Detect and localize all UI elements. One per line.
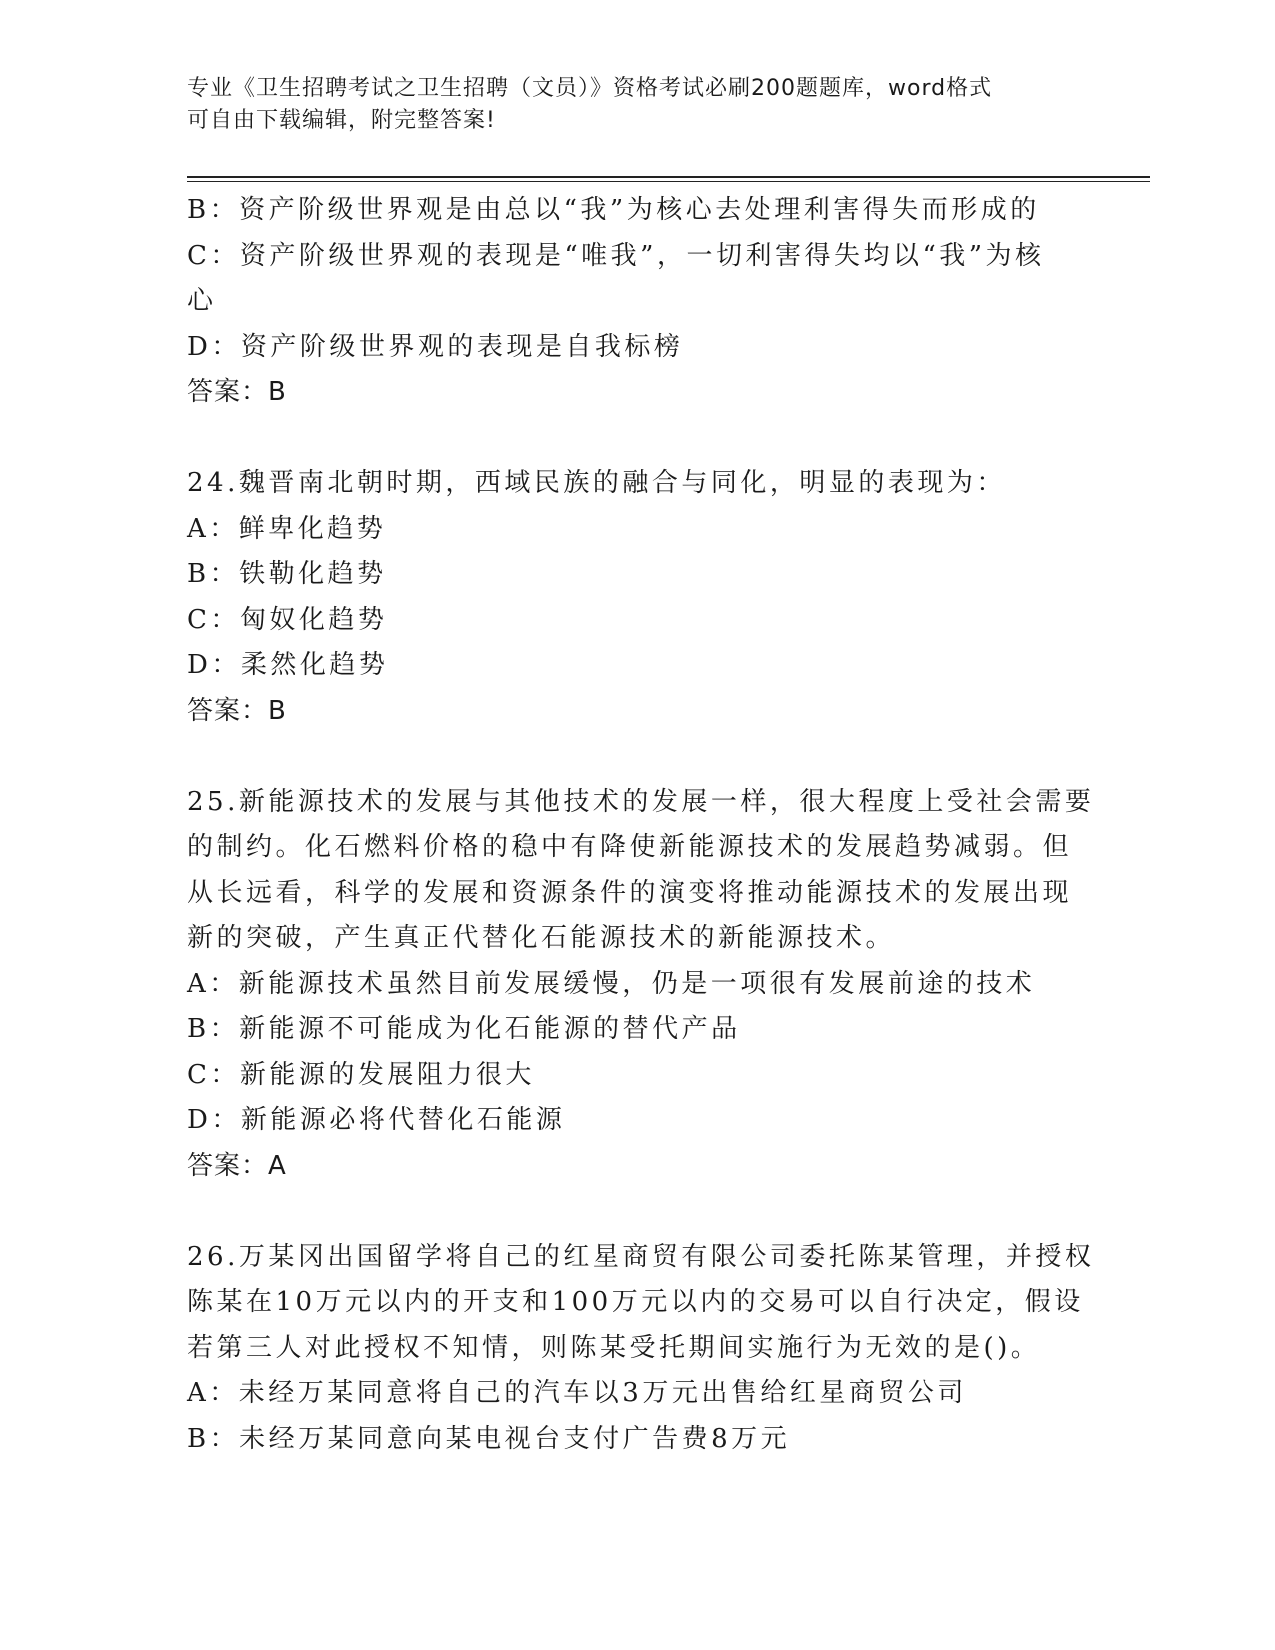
question-stem-line-3: 从长远看，科学的发展和资源条件的演变将推动能源技术的发展出现 <box>187 877 1073 908</box>
question-stem-line-2: 的制约。化石燃料价格的稳中有降使新能源技术的发展趋势减弱。但 <box>187 832 1073 862</box>
question-stem: 24.魏晋南北朝时期，西域民族的融合与同化，明显的表现为： <box>187 468 1006 498</box>
question-26 <box>187 1235 1095 1463</box>
header-divider-thick <box>187 176 1150 178</box>
option-c: C：匈奴化趋势 <box>187 604 388 635</box>
header-title-line-1: 专业《卫生招聘考试之卫生招聘（文员）》资格考试必刷200题题库，word格式 <box>187 76 993 101</box>
question-stem-line-4: 新的突破，产生真正代替化石能源技术的新能源技术。 <box>187 923 896 953</box>
question-stem-line-2: 陈某在10万元以内的开支和100万元以内的交易可以自行决定，假设 <box>187 1287 1084 1317</box>
question-25 <box>187 780 1095 1190</box>
option-d: D：柔然化趋势 <box>187 650 389 680</box>
option-c: C：资产阶级世界观的表现是“唯我”，一切利害得失均以“我”为核 <box>187 240 1045 271</box>
option-a: A：未经万某同意将自己的汽车以3万元出售给红星商贸公司 <box>187 1378 967 1408</box>
question-list <box>187 188 1095 1462</box>
option-d: D：资产阶级世界观的表现是自我标榜 <box>187 331 684 362</box>
option-c: C：新能源的发展阻力很大 <box>187 1059 535 1090</box>
question-23 <box>187 188 1087 416</box>
question-stem-line-1: 26.万某冈出国留学将自己的红星商贸有限公司委托陈某管理，并授权 <box>187 1241 1095 1272</box>
question-24 <box>187 461 1087 734</box>
document-header <box>187 73 1067 137</box>
answer-line: 答案：B <box>187 695 287 726</box>
question-stem-line-1: 25.新能源技术的发展与其他技术的发展一样，很大程度上受社会需要 <box>187 786 1095 817</box>
option-b: B：未经万某同意向某电视台支付广告费8万元 <box>187 1423 791 1454</box>
option-b: B：新能源不可能成为化石能源的替代产品 <box>187 1014 741 1044</box>
header-divider-thin <box>187 181 1150 182</box>
spacer <box>187 734 1087 780</box>
option-d: D：新能源必将代替化石能源 <box>187 1105 566 1135</box>
answer-line: 答案：B <box>187 377 287 407</box>
spacer <box>187 1189 1087 1235</box>
spacer <box>187 416 1087 462</box>
option-a: A：新能源技术虽然目前发展缓慢，仍是一项很有发展前途的技术 <box>187 968 1036 999</box>
question-stem-line-3: 若第三人对此授权不知情，则陈某受托期间实施行为无效的是()。 <box>187 1332 1041 1363</box>
option-a: A：鲜卑化趋势 <box>187 513 387 544</box>
option-b: B：铁勒化趋势 <box>187 559 387 589</box>
option-c-continued: 心 <box>187 286 217 316</box>
answer-line: 答案：A <box>187 1150 287 1181</box>
option-b: B：资产阶级世界观是由总以“我”为核心去处理利害得失而形成的 <box>187 195 1040 225</box>
header-title-line-2: 可自由下载编辑，附完整答案! <box>187 108 496 133</box>
